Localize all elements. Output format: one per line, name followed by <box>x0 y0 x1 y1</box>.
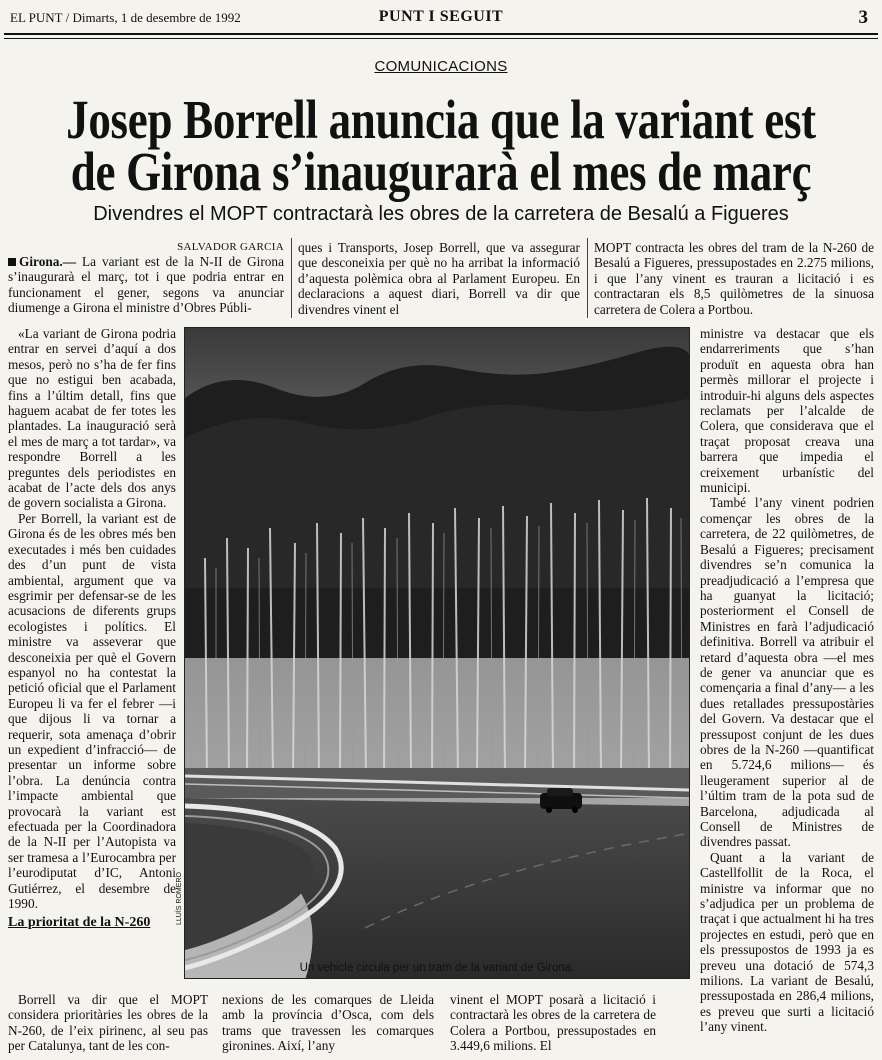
article-photo <box>184 327 690 979</box>
page-number: 3 <box>858 7 868 28</box>
bullet-icon <box>8 258 16 266</box>
body-paragraph: També l’any vinent podrien començar les obres de la carretera, de 22 quilòmetres, de Besalú a Figueres; precisament divendres se’n comunica la preadjudicació a l’empresa que ha guanyat la licitació; posteriorment el Consell de Ministres en farà l’adjudicació definitiva. Borrell va atribuir el retard d’aquesta obra —el mes de gener va anunciar que es començaria a final d’any— a les dues retallades pressupostàries del Govern. Va destacar que el pressupost conjunt de les dues obres de la N-260 —quantificat en 5.724,6 milions— és lleugerament superior al de l’últim tram de la pota sud de Barcelona, adjudicada al Consell de Ministres de divendres passat. <box>700 495 874 850</box>
bottom-column-3 <box>450 992 656 1060</box>
subtitle: La prioritat de la N-260 <box>8 915 151 931</box>
header-rule <box>4 33 878 35</box>
byline: SALVADOR GARCIA <box>177 241 284 253</box>
page-header <box>10 8 872 30</box>
body-paragraph: Quant a la variant de Castellfollit de la Roca, el ministre va informar que no s’adjudica per un problema de traçat i que actualment hi ha tres projectes en estudi, però que en els pressupostos de 1993 ja es preveu una dotació de 574,3 milions. La variant de Besalú, pressupostada en 286,4 milions, es preveu que surti a licitació l’any vinent. <box>700 849 874 1035</box>
column-divider <box>587 238 588 318</box>
body-paragraph: vinent el MOPT posarà a licitació i contractarà les obres de la carretera de Colera a Portbou, pressupostades en 3.449,6 milions. El <box>450 992 656 1054</box>
section-label: COMUNICACIONS <box>374 58 508 75</box>
headline-line-1: Josep Borrell anuncia que la variant est <box>66 89 816 151</box>
header-date: EL PUNT / Dimarts, 1 de desembre de 1992 <box>10 10 241 25</box>
body-paragraph: Per Borrell, la variant est de Girona és de les obres més ben executades i més ben cuidades des d’un punt de vista ambiental, argument que va esgrimir per defensar-se de les acusacions de diferents grups ecologistes i polítics. El ministre va asseverar que desconeixia per què el Govern espanyol no ha contestat la petició oficial que el Parlament Europeu li va fer el febrer —i que dijous li va tornar a requerir, sota amenaça d’obrir un expedient d’infracció— de presentar un informe sobre l’obra. La denúncia contra l’impacte ambiental que provocarà la variant est efectuada per la Coordinadora de la N-II per l’Autopista va ser tramesa a l’Eurocambra per l’eurodiputat d’IC, Antoni Gutiérrez, el desembre de 1990. <box>8 510 176 912</box>
lead-text-3: MOPT contracta les obres del tram de la N-260 de Besalú a Figueres, pressupostades en 2.275 milions, i que l’any vinent es trauran a licitació i es contractaran els 8,5 quilòmetres de la sinuosa carretera de Colera a Portbou. <box>594 240 874 317</box>
subheadline: Divendres el MOPT contractarà les obres de la carretera de Besalú a Figueres <box>93 203 789 225</box>
bottom-column-1 <box>8 992 208 1060</box>
body-paragraph: «La variant de Girona podria entrar en servei d’aquí a dos mesos, però no s’ha de fer fins que no estigui ben acabada, fins a l’últim detall, fins que haguem acabat de fer totes les plantades. La inauguració serà el mes de març a tot tardar», va respondre Borrell a les preguntes dels periodistes en acabat de l’acte dels dos anys de govern socialista a Girona. <box>8 326 176 511</box>
bottom-column-2 <box>222 992 434 1060</box>
lead-column-1 <box>8 240 284 316</box>
lead-text-2: ques i Transports, Josep Borrell, que va assegurar que desconeixia per què no ha arribat la informació d’aquesta polèmica obra al Parlament Europeu. En declaracions a aquest diari, Borrell va dir que divendres vinent el <box>298 240 580 317</box>
body-paragraph: nexions de les comarques de Lleida amb la província d’Osca, com dels trams que travessen les comarques gironines. Així, l’any <box>222 992 434 1054</box>
header-rule-thin <box>4 38 878 39</box>
headline-line-2: de Girona s’inaugurarà el mes de març <box>70 141 812 203</box>
body-paragraph: ministre va destacar que els endarreriments que s’han produït en aquesta obra han permès millorar el projecte i introduir-hi alguns dels aspectes reclamats per l’alcalde de Colera, que considerava que el traçat proposat creava una barrera que impedia el creixement urbanístic del municipi. <box>700 326 874 496</box>
body-column-right <box>700 326 874 1035</box>
body-paragraph: Borrell va dir que el MOPT considera prioritàries les obres de la N-260, de l’eix pirinenc, al seu pas per Catalunya, tant de les con- <box>8 992 208 1054</box>
photo-caption: Un vehicle circula per un tram de la variant de Girona. <box>299 962 575 974</box>
column-divider <box>291 238 292 318</box>
lead-column-3 <box>594 240 874 317</box>
body-column-left <box>8 326 176 937</box>
lead-text-1: La variant est de la N-II de Girona s’inaugurarà el març, tot i que podria entrar en funcionament el gener, segons va anunciar diumenge a Girona el ministre d’Obres Públi- <box>8 254 284 316</box>
lead-column-2 <box>298 240 580 317</box>
header-section-title: PUNT I SEGUIT <box>378 8 504 25</box>
photo-image <box>185 328 690 979</box>
dateline: Girona.— <box>19 254 77 269</box>
photo-credit: LLUÍS ROMERO <box>176 872 183 925</box>
